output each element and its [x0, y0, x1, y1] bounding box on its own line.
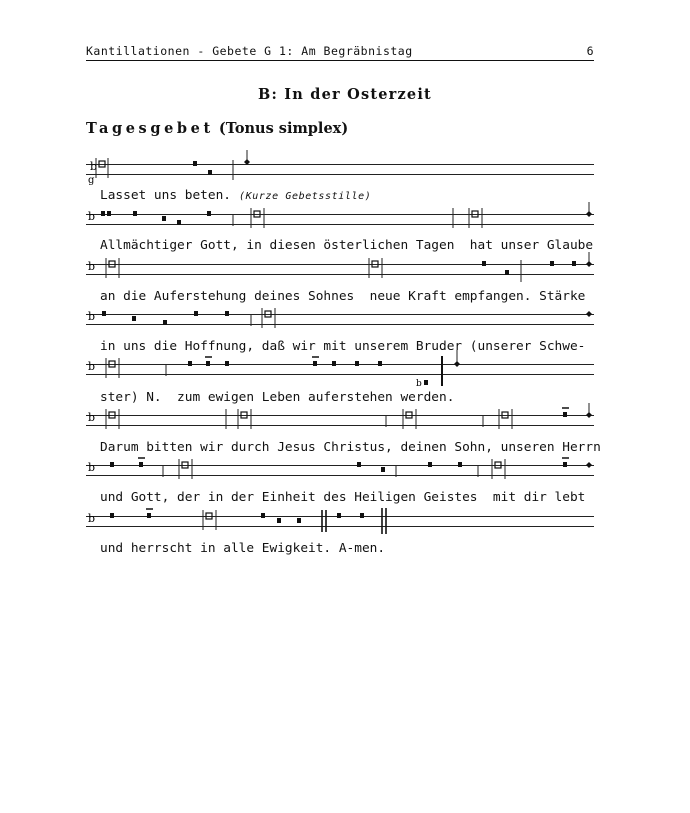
svg-text:b: b — [88, 360, 96, 373]
text-line-1 — [100, 188, 371, 203]
text-line-4: in uns die Hoffnung, daß wir mit unserem Bruder (unserer Schwe- — [100, 339, 586, 354]
svg-text:b: b — [416, 379, 422, 389]
chant-notation-8 — [86, 504, 596, 540]
running-head — [86, 44, 594, 61]
svg-text:b: b — [88, 461, 96, 474]
svg-text:b: b — [88, 512, 96, 525]
chant-mode: (Tonus simplex) — [218, 120, 349, 137]
staff-3 — [86, 260, 596, 276]
staff-8 — [86, 512, 596, 528]
chant-notation-3 — [86, 252, 596, 288]
text-line-3: an die Auferstehung deines Sohnes neue Kraft empfangen. Stärke — [100, 289, 586, 304]
running-title: Kantillationen - Gebete G 1: Am Begräbnistag — [86, 44, 413, 58]
staff-4 — [86, 310, 596, 326]
chant-notation-5 — [86, 352, 596, 388]
svg-text:b: b — [90, 160, 98, 173]
text-line-1-text: Lasset uns beten. — [100, 188, 231, 203]
staff-1 — [86, 160, 596, 186]
chant-notation-6 — [86, 403, 596, 439]
chant-notation-1 — [86, 152, 596, 188]
chant-notation-2 — [86, 202, 596, 238]
text-line-2: Allmächtiger Gott, in diesen österlichen Tagen hat unser Glaube — [100, 238, 594, 253]
svg-text:b: b — [88, 210, 96, 223]
chant-notation-7 — [86, 453, 596, 489]
text-line-6: Darum bitten wir durch Jesus Christus, deinen Sohn, unseren Herrn — [100, 440, 601, 455]
section-title: B: In der Osterzeit — [258, 86, 432, 103]
chant-heading — [86, 120, 348, 137]
svg-text:b: b — [88, 411, 96, 424]
svg-text:b: b — [88, 260, 96, 273]
svg-text:g: g — [88, 175, 95, 186]
staff-6 — [86, 411, 596, 427]
text-line-5: ster) N. zum ewigen Leben auferstehen werden. — [100, 390, 455, 405]
text-line-8: und herrscht in alle Ewigkeit. A-men. — [100, 541, 386, 556]
staff-5 — [86, 360, 596, 389]
chant-name: Tagesgebet — [86, 120, 214, 137]
text-line-7: und Gott, der in der Einheit des Heiligen Geistes mit dir lebt — [100, 490, 586, 505]
chant-notation-4 — [86, 302, 596, 338]
svg-text:b: b — [88, 310, 96, 323]
page-number: 6 — [586, 44, 594, 58]
silence-note: (Kurze Gebetsstille) — [238, 191, 372, 202]
staff-2 — [86, 210, 596, 226]
staff-7 — [86, 461, 596, 477]
